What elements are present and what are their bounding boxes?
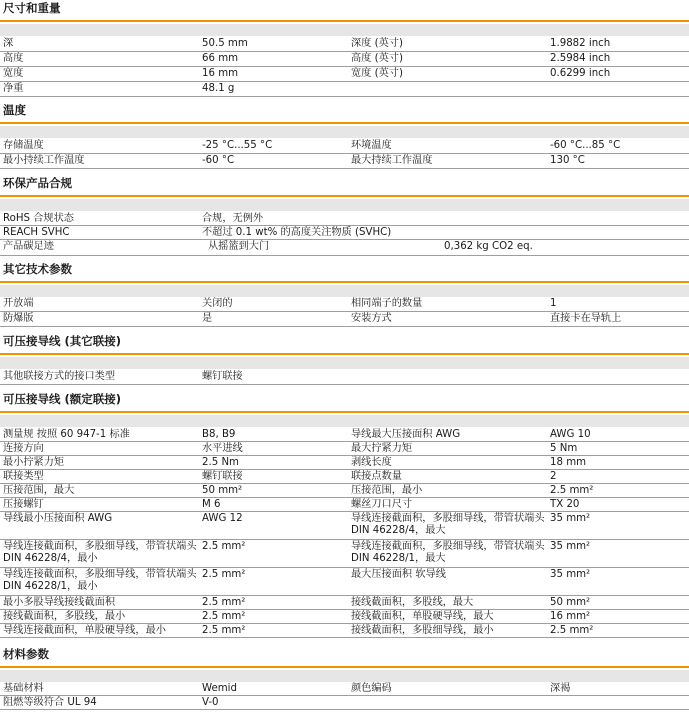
param-label: 净重 [3,83,24,94]
param-value: AWG 10 [550,429,591,440]
param-value: -25 °C...55 °C [202,140,273,151]
param-value: 2.5 mm² [202,625,246,636]
section-title-temperature [0,102,689,124]
param-label: 高度 [3,53,24,64]
table-row [0,226,689,240]
param-value: 2.5 mm² [202,611,246,622]
param-value: 130 °C [550,155,585,166]
table-row [0,696,689,710]
section-spacer [0,199,689,211]
section-title-material [0,646,689,668]
section-title-compliance [0,175,689,197]
table-row [0,540,689,568]
table-row [0,139,689,154]
param-label: 宽度 (英寸) [351,68,403,79]
footprint-value: 0,362 kg CO2 eq. [444,241,533,252]
param-value: 2.5 mm² [202,597,246,608]
param-label: 剥线长度 [351,457,392,468]
param-label: REACH SVHC [3,227,70,238]
param-label: 开放端 [3,298,34,309]
section-heading: 尺寸和重量 [3,1,61,15]
param-value: 深褐 [550,683,571,694]
section-heading: 可压接导线 (其它联接) [3,334,122,348]
param-value: TX 20 [550,499,580,510]
param-label: 颜色编码 [351,683,392,694]
table-row [0,470,689,484]
param-value: 35 mm² [550,541,591,552]
param-value: 2.5 Nm [202,457,239,468]
section-spacer [0,126,689,138]
param-label: 导线连接截面积，多股细导线，带管状端头 DIN 46228/4，最小 [3,541,197,564]
param-label: 接线截面积，多股细导线，最小 [351,625,494,636]
param-value: 不超过 0.1 wt% 的高度关注物质 (SVHC) [202,227,392,238]
param-value: 48.1 g [202,83,235,94]
param-value: 50.5 mm [202,38,248,49]
param-value: AWG 12 [202,513,243,524]
param-label: 联接点数量 [351,471,402,482]
param-value: 2.5 mm² [202,541,246,552]
table-row [0,568,689,596]
param-label: 导线连接截面积，多股细导线，带管状端头 DIN 46228/4，最大 [351,513,545,536]
param-label: 防爆版 [3,313,34,324]
section-spacer [0,357,689,369]
param-value: 是 [202,313,213,324]
table-row [0,624,689,638]
param-value: 18 mm [550,457,587,468]
param-label: 基础材料 [3,683,44,694]
param-value: 合规，无例外 [202,213,264,224]
param-value: 螺钉联接 [202,371,243,382]
table-row [0,297,689,312]
param-label: 相同端子的数量 [351,298,423,309]
param-value: B8, B9 [202,429,236,440]
param-value: 66 mm [202,53,239,64]
param-value: 5 Nm [550,443,578,454]
section-spacer [0,415,689,427]
table-row [0,428,689,442]
param-label: 其他联接方式的接口类型 [3,371,116,382]
section-heading: 环保产品合规 [3,176,72,190]
footprint-scope: 从摇篮到大门 [208,241,270,252]
param-label: RoHS 合规状态 [3,213,74,224]
param-value: 螺钉联接 [202,471,243,482]
section-title-rated-connection [0,391,689,413]
param-label: 产品碳足迹 [3,241,54,252]
table-row [0,456,689,470]
table-row [0,610,689,624]
param-label: 测量规 按照 60 947-1 标准 [3,429,130,440]
param-value: -60 °C...85 °C [550,140,621,151]
param-label: 高度 (英寸) [351,53,403,64]
param-label: 导线连接截面积，单股硬导线，最小 [3,625,166,636]
table-row [0,154,689,169]
param-value: 0.6299 inch [550,68,611,79]
param-label: 最大拧紧力矩 [351,443,413,454]
section-heading: 材料参数 [3,647,49,661]
param-value: 50 mm² [550,597,591,608]
param-value: 2 [550,471,557,482]
section-heading: 温度 [3,103,26,117]
param-label: 螺丝刀口尺寸 [351,499,413,510]
param-value: 直接卡在导轨上 [550,313,622,324]
table-row-carbon-footprint [0,240,689,256]
param-value: 2.5 mm² [202,569,246,580]
param-value: V-0 [202,697,219,708]
section-spacer [0,285,689,297]
param-label: 最大持续工作温度 [351,155,433,166]
section-heading: 其它技术参数 [3,262,72,276]
table-row [0,596,689,610]
param-label: 压接螺钉 [3,499,44,510]
param-value: 2.5984 inch [550,53,611,64]
param-value: Wemid [202,683,237,694]
table-row [0,370,689,385]
param-value: M 6 [202,499,221,510]
param-value: 16 mm [202,68,239,79]
param-label: 接线截面积，单股硬导线，最大 [351,611,494,622]
param-label: 接线截面积，多股线，最大 [351,597,474,608]
param-label: 最小多股导线接线截面积 [3,597,116,608]
table-row [0,52,689,67]
param-label: 存储温度 [3,140,44,151]
param-label: 深度 (英寸) [351,38,403,49]
param-value: 35 mm² [550,513,591,524]
table-row [0,484,689,498]
param-label: 连接方向 [3,443,44,454]
param-value: 50 mm² [202,485,243,496]
table-row [0,498,689,512]
param-value: 35 mm² [550,569,591,580]
param-value: -60 °C [202,155,235,166]
section-title-other-tech [0,261,689,283]
table-row [0,37,689,52]
param-value: 2.5 mm² [550,625,594,636]
param-label: 联接类型 [3,471,44,482]
table-row [0,442,689,456]
param-value: 16 mm² [550,611,591,622]
section-heading: 可压接导线 (额定联接) [3,392,122,406]
param-label: 安装方式 [351,313,392,324]
param-value: 水平进线 [202,443,243,454]
param-value: 1.9882 inch [550,38,611,49]
param-label: 深 [3,38,14,49]
param-label: 导线最大压接面积 AWG [351,429,461,440]
param-label: 导线连接截面积，多股细导线，带管状端头 DIN 46228/1，最小 [3,569,197,592]
table-row [0,512,689,540]
param-label: 最大压接面积 软导线 [351,569,446,580]
param-value: 关闭的 [202,298,233,309]
table-row [0,212,689,226]
param-label: 导线最小压接面积 AWG [3,513,113,524]
section-spacer [0,24,689,36]
section-spacer [0,670,689,682]
param-value: 1 [550,298,557,309]
param-label: 导线连接截面积，多股细导线，带管状端头 DIN 46228/1，最大 [351,541,545,564]
param-label: 最小拧紧力矩 [3,457,65,468]
param-label: 阻燃等级符合 UL 94 [3,697,97,708]
param-label: 压接范围，最小 [351,485,423,496]
section-title-dimensions [0,0,689,22]
param-label: 最小持续工作温度 [3,155,85,166]
param-label: 宽度 [3,68,24,79]
param-label: 环境温度 [351,140,392,151]
table-row [0,67,689,82]
table-row [0,312,689,327]
table-row [0,82,689,97]
param-value: 2.5 mm² [550,485,594,496]
section-title-other-connection [0,333,689,355]
param-label: 压接范围，最大 [3,485,75,496]
table-row [0,682,689,696]
param-label: 接线截面积，多股线，最小 [3,611,126,622]
